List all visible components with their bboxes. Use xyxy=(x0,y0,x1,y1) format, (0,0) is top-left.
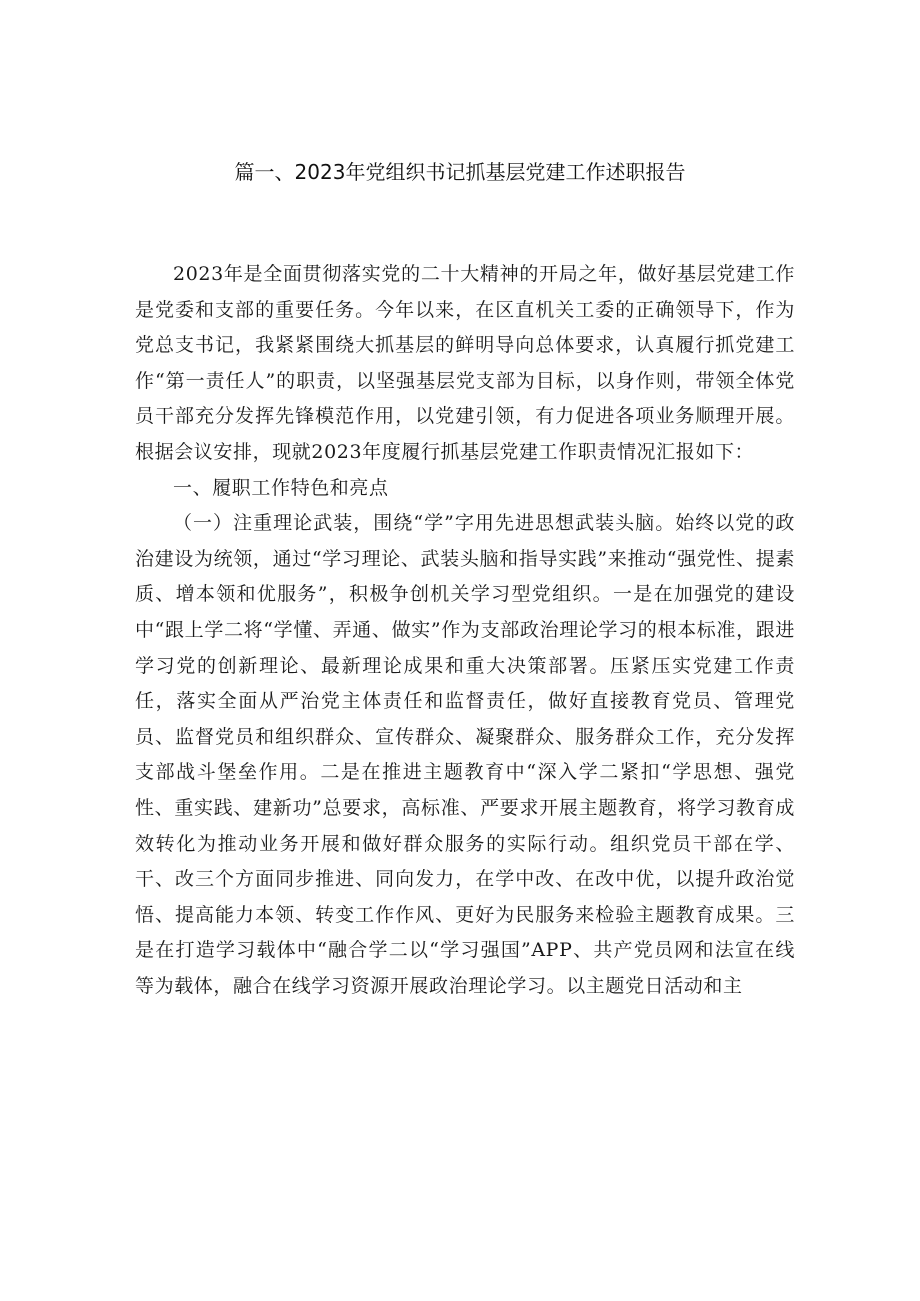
intro-paragraph: 2023年是全面贯彻落实党的二十大精神的开局之年，做好基层党建工作是党委和支部的重要任务。今年以来，在区直机关工委的正确领导下，作为党总支书记，我紧紧围绕大抓基层的鲜明导向总体要求，认真履行抓党建工作“第一责任人”的职责，以坚强基层党支部为目标，以身作则，带领全体党员干部充分发挥先锋模范作用，以党建引领，有力促进各项业务顺理开展。根据会议安排，现就2023年度履行抓基层党建工作职责情况汇报如下： xyxy=(135,263,795,463)
document-body xyxy=(135,257,795,1004)
section-heading: 一、履职工作特色和亮点 xyxy=(173,476,389,499)
section-paragraph: （一）注重理论武装，围绕“学”字用先进思想武装头脑。始终以党的政治建设为统领，通过“学习理论、武装头脑和指导实践”来推动“强党性、提素质、增本领和优服务”，积极争创机关学习型党组织。一是在加强党的建设中“跟上学二将“学懂、弄通、做实”作为支部政治理论学习的根本标准，跟进学习党的创新理论、最新理论成果和重大决策部署。压紧压实党建工作责任，落实全面从严治党主体责任和监督责任，做好直接教育党员、管理党员、监督党员和组织群众、宣传群众、凝聚群众、服务群众工作，充分发挥支部战斗堡垒作用。二是在推进主题教育中“深入学二紧扣“学思想、强党性、重实践、建新功”总要求，高标准、严要求开展主题教育，将学习教育成效转化为推动业务开展和做好群众服务的实际行动。组织党员干部在学、干、改三个方面同步推进、同向发力，在学中改、在改中优，以提升政治觉悟、提高能力本领、转变工作作风、更好为民服务来检验主题教育成果。三是在打造学习载体中“融合学二以“学习强国”APP、共产党员网和法宣在线等为载体，融合在线学习资源开展政治理论学习。以主题党日活动和主 xyxy=(135,512,795,997)
document-title: 篇一、2023年党组织书记抓基层党建工作述职报告 xyxy=(234,160,686,184)
